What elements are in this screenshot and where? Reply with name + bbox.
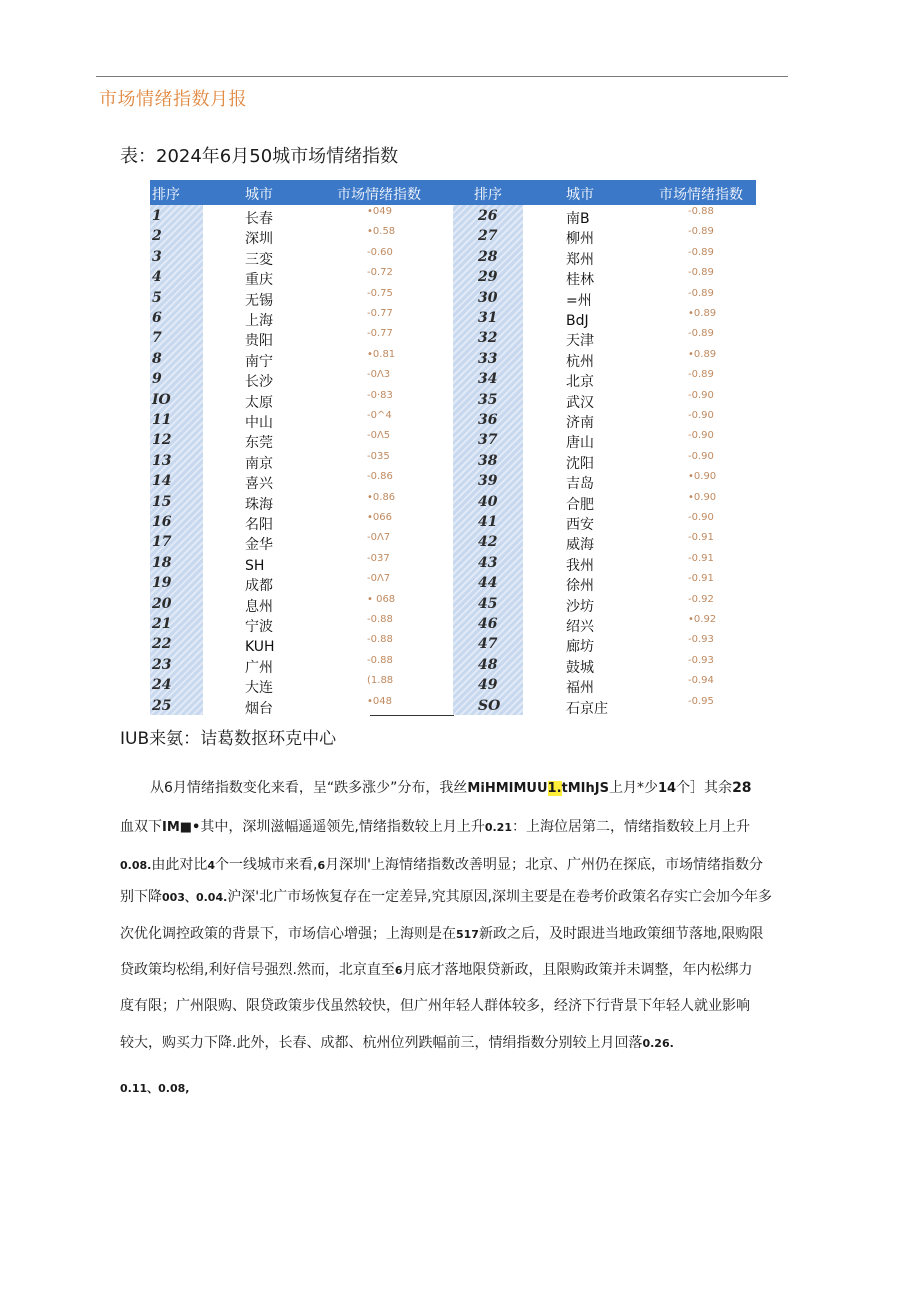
rank-cell: 45 [478,595,498,612]
rank-cell: SO [478,697,501,714]
index-value-cell: -0.91 [688,573,714,585]
rank-cell: 42 [478,534,498,551]
table-row [150,532,756,552]
table-row [150,410,756,430]
index-value-cell: •0.90 [688,471,717,483]
rank-cell: 17 [152,534,172,551]
index-value-cell: -0.89 [688,226,714,238]
table-row [150,614,756,634]
table-row [150,594,756,614]
city-cell: 无锡 [245,292,273,309]
rank-cell: 3 [152,248,162,265]
city-cell: 杭州 [566,353,594,370]
index-value-cell: •0.90 [688,491,717,503]
col-header-rank-left: 排序 [152,187,180,203]
city-cell: 名阳 [245,517,273,533]
table-row [150,328,756,348]
col-header-index-right: 市场情绪指数 [659,187,743,203]
index-value-cell: •0.58 [367,226,396,238]
table-row [150,349,756,369]
index-value-cell: -035 [367,450,390,462]
index-value-cell: -0.90 [688,410,714,421]
rank-cell: 44 [478,575,498,592]
col-header-rank-right: 排序 [474,187,502,203]
paragraph-line-8: 较大，购买力下降.此外，长春、成都、杭州位列跌幅前三，情绢指数分别较上月回落0.26. [120,1035,674,1051]
rank-cell: 32 [478,330,498,347]
index-value-cell: -0.91 [688,552,714,564]
rank-cell: 1 [152,208,162,224]
table-row [150,492,756,512]
table-row [150,369,756,389]
city-cell: 三変 [245,251,273,268]
city-cell: 济南 [566,415,594,431]
city-cell: 金华 [245,537,273,554]
rank-cell: 47 [478,636,498,653]
index-value-cell: -0Λ7 [367,573,391,585]
rank-cell: 22 [152,636,172,653]
paragraph-line-6: 贷政策均松绢,利好信号强烈.然而，北京直至6月底才落地限贷新政，且限购政策并未调整，年内松绑力 [120,962,753,978]
city-cell: 珠海 [245,496,273,513]
city-cell: 鼓城 [566,659,594,676]
table-row [150,267,756,287]
rank-cell: 36 [478,412,498,428]
rank-cell: 6 [152,310,162,326]
table-row [150,675,756,695]
rank-cell: 27 [478,228,498,245]
index-value-cell: -0.94 [688,675,714,687]
rank-cell: 30 [478,289,498,306]
table-header-row [150,180,756,205]
city-cell: 东莞 [245,435,273,452]
city-cell: 宁波 [245,619,273,635]
rank-cell: 14 [152,473,172,490]
city-cell: 柳州 [566,231,594,248]
index-value-cell: -0Λ3 [367,369,391,381]
index-value-cell: -0.89 [688,369,714,381]
rank-cell: 48 [478,656,498,673]
index-value-cell: -037 [367,552,390,564]
rank-cell: 35 [478,391,498,408]
rank-cell: 5 [152,289,162,306]
table-row [150,471,756,491]
rank-cell: 40 [478,493,498,510]
rank-cell: 38 [478,452,498,469]
rank-cell: 34 [478,371,498,388]
paragraph-line-2: 血双下IM■•其中，深圳滋幅遥遥领先,情绪指数较上月上升0.21：上海位居第二，情绪指数较上月上升 [120,819,750,835]
index-value-cell: -0.90 [688,430,714,442]
col-header-city-right: 城市 [566,187,594,203]
table-row [150,451,756,471]
table-row [150,226,756,246]
rank-cell: 41 [478,514,498,530]
city-cell: 南京 [245,455,273,472]
city-cell: 沙坊 [566,598,594,615]
table-row [150,655,756,675]
rank-cell: 21 [152,616,172,632]
index-value-cell: -0.60 [367,246,393,258]
paragraph-line-3: 0.08.由此对比4个一线城市来看,6月深圳'上海情绪指数改善明显；北京、广州仍在探底，市场情绪指数分 [120,857,763,873]
city-cell: 喜兴 [245,476,273,493]
paragraph-tail: 0.11、0.08, [120,1082,190,1095]
index-value-cell: •048 [367,695,392,707]
city-cell: 合肥 [566,496,594,513]
rank-cell: 2 [152,228,162,245]
rank-cell: IO [152,391,171,408]
city-cell: 息州 [245,598,273,615]
rank-cell: 49 [478,677,498,694]
col-header-index-left: 市场情绪指数 [337,187,421,203]
table-caption: 表：2024年6月50城市场情绪指数 [120,146,399,167]
index-value-cell: •066 [367,512,392,523]
city-cell: 长春 [245,211,273,227]
table-row [150,553,756,573]
rank-cell: 28 [478,248,498,265]
index-value-cell: -0.88 [688,206,714,217]
index-value-cell: -0.89 [688,328,714,340]
rank-cell: 9 [152,371,162,388]
city-cell: 沈阳 [566,455,594,472]
rank-cell: 19 [152,575,172,592]
table-source-note: IUB来氨：诘葛数抠环克中心 [120,729,337,749]
rank-cell: 43 [478,554,498,571]
index-value-cell: -0.93 [688,654,714,666]
city-cell: =州 [566,292,592,309]
table-row [150,696,756,715]
rank-cell: 13 [152,452,172,469]
index-value-cell: -0.77 [367,308,393,319]
rank-cell: 8 [152,350,162,367]
city-cell: SH [245,557,265,574]
rank-cell: 12 [152,432,172,449]
city-cell: 吉岛 [566,476,594,493]
index-value-cell: -0.88 [367,634,393,646]
city-cell: 廊坊 [566,639,594,656]
city-cell: 大连 [245,680,273,697]
city-cell: 广州 [245,659,273,676]
index-value-cell: -0.89 [688,246,714,258]
index-value-cell: -0.90 [688,450,714,462]
index-value-cell: -0.92 [688,593,714,605]
rank-cell: 29 [478,269,498,286]
city-cell: 徐州 [566,578,594,595]
table-row [150,634,756,654]
city-cell: 南B [566,211,590,227]
index-value-cell: (1.88 [367,675,394,687]
rank-cell: 24 [152,677,172,694]
index-value-cell: -0.89 [688,287,714,299]
paragraph-line-4: 别下降003、0.04.沪深'北广市场恢复存在一定差异,究其原因,深圳主要是在卷考价政策名存实亡会加今年多 [120,889,773,905]
city-cell: 北京 [566,374,594,391]
index-value-cell: •0.86 [367,491,396,503]
index-value-cell: -0.88 [367,654,393,666]
city-cell: 郑州 [566,251,594,268]
table-row [150,308,756,328]
paragraph-line-5: 次优化调控政策的背景下，市场信心增强；上海则是在517新政之后，及时跟进当地政策细节落地,限购限 [120,926,764,942]
index-value-cell: • 068 [367,593,396,605]
index-value-cell: -0.93 [688,634,714,646]
rank-cell: 16 [152,514,172,530]
city-cell: 武汉 [566,394,594,411]
index-value-cell: -0Λ7 [367,532,391,544]
index-value-cell: -0.77 [367,328,393,340]
index-value-cell: -0.90 [688,389,714,401]
index-value-cell: -0.89 [688,267,714,279]
rank-cell: 20 [152,595,172,612]
city-cell: 我州 [566,557,594,574]
index-value-cell: •0.81 [367,348,396,360]
rank-cell: 46 [478,616,498,632]
rank-cell: 18 [152,554,172,571]
city-cell: 贵阳 [245,333,273,350]
index-value-cell: -0^4 [367,410,392,421]
city-cell: 成都 [245,578,273,595]
index-value-cell: -0.90 [688,512,714,523]
city-cell: 烟台 [245,700,273,715]
city-cell: 深圳 [245,231,273,248]
paragraph-line-7: 度有限；广州限购、限贷政策步伐虽然较快，但广州年轻人群体较多，经济下行背景下年轻人就业影响 [120,998,750,1014]
city-cell: 福州 [566,680,594,697]
rank-cell: 15 [152,493,172,510]
index-value-cell: -0.91 [688,532,714,544]
city-cell: 上海 [245,313,273,329]
rank-cell: 31 [478,310,498,326]
table-row [150,288,756,308]
city-cell: 太原 [245,394,273,411]
city-cell: 西安 [566,517,594,533]
city-cell: BdJ [566,313,589,329]
city-cell: 天津 [566,333,594,350]
rank-cell: 4 [152,269,162,286]
table-row [150,430,756,450]
city-cell: 唐山 [566,435,594,452]
table-row [150,247,756,267]
rank-cell: 39 [478,473,498,490]
rank-cell: 37 [478,432,498,449]
rank-cell: 11 [152,412,172,428]
index-value-cell: •0.89 [688,348,717,360]
rank-cell: 23 [152,656,172,673]
city-cell: 桂林 [566,272,594,289]
index-value-cell: -0.75 [367,287,393,299]
rank-cell: 33 [478,350,498,367]
rank-cell: 26 [478,208,498,224]
header-rule [96,76,788,77]
index-value-cell: •0.89 [688,308,717,319]
city-cell: 重庆 [245,272,273,289]
table-row [150,512,756,532]
index-value-cell: •049 [367,206,392,217]
index-value-cell: -0.88 [367,614,393,625]
index-value-cell: -0.86 [367,471,393,483]
table-row [150,206,756,226]
city-cell: 绍兴 [566,619,594,635]
sentiment-index-table [150,180,756,715]
rank-cell: 25 [152,697,172,714]
rank-cell: 7 [152,330,162,347]
table-row [150,573,756,593]
index-value-cell: -0Λ5 [367,430,391,442]
paragraph-line-1: 从6月情绪指数变化来看，呈“跌多涨少”分布，我丝MiHMIMUU1.tMIhJS上月*少14个］其余28 [150,780,752,796]
city-cell: 长沙 [245,374,273,391]
report-header-title: 市场情绪指数月报 [99,89,247,110]
city-cell: 南宁 [245,353,273,370]
city-cell: KUH [245,639,275,656]
index-value-cell: -0.72 [367,267,393,279]
index-value-cell: -0·83 [367,389,393,401]
index-value-cell: -0.95 [688,695,714,707]
table-row [150,390,756,410]
city-cell: 威海 [566,537,594,554]
index-value-cell: •0.92 [688,614,717,625]
col-header-city-left: 城市 [245,187,273,203]
city-cell: 中山 [245,415,273,431]
table-bottom-rule [370,715,454,716]
city-cell: 石京庄 [566,700,608,715]
